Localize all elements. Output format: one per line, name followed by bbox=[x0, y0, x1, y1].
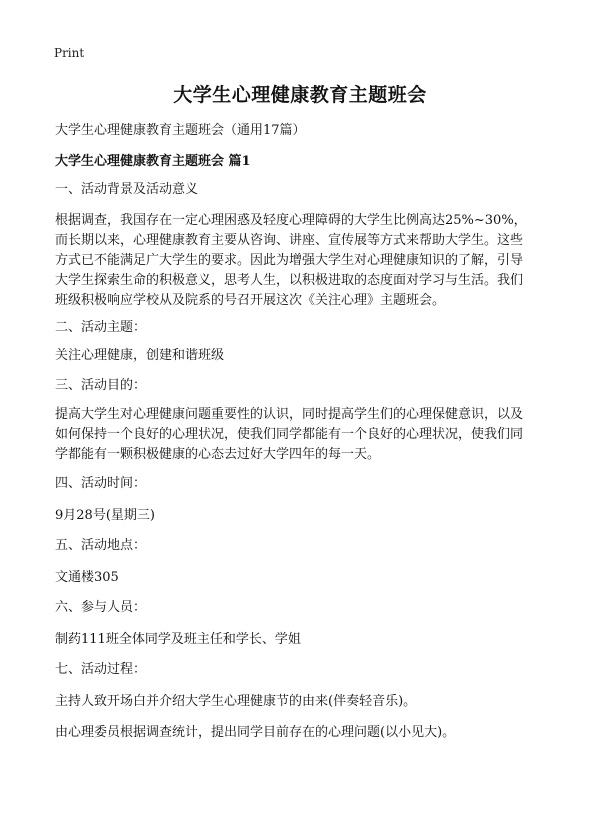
paragraph-line: 而长期以来，心理健康教育主要从咨询、讲座、宣传展等方式来帮助大学生。这些 bbox=[55, 233, 524, 248]
paragraph-process-2: 由心理委员根据调查统计，提出同学目前存在的心理问题(以小见大)。 bbox=[55, 725, 456, 740]
paragraph-line: 提高大学生对心理健康问题重要性的认识，同时提高学生们的心理保健意识，以及 bbox=[55, 407, 524, 422]
print-link[interactable]: Print bbox=[54, 46, 85, 60]
paragraph-time: 9月28号(星期三) bbox=[55, 508, 155, 523]
paragraph-location: 文通楼305 bbox=[55, 570, 119, 585]
heading-background: 一、活动背景及活动意义 bbox=[55, 182, 199, 197]
paragraph-process-1: 主持人致开场白并介绍大学生心理健康节的由来(伴奏轻音乐)。 bbox=[55, 694, 417, 709]
heading-location: 五、活动地点： bbox=[55, 538, 147, 553]
heading-participants: 六、参与人员： bbox=[55, 600, 147, 615]
paragraph-purpose bbox=[55, 405, 555, 465]
page-title: 大学生心理健康教育主题班会 bbox=[173, 84, 427, 106]
heading-process: 七、活动过程： bbox=[55, 662, 147, 677]
paragraph-line: 方式已不能满足广大学生的要求。因此为增强大学生对心理健康知识的了解，引导 bbox=[55, 253, 524, 268]
heading-purpose: 三、活动目的： bbox=[55, 378, 147, 393]
paragraph-line: 如何保持一个良好的心理状况，使我们同学都能有一个良好的心理状况，使我们同 bbox=[55, 427, 524, 442]
subtitle: 大学生心理健康教育主题班会（通用17篇） bbox=[55, 123, 306, 138]
paragraph-line: 班级积极响应学校从及院系的号召开展这次《关注心理》主题班会。 bbox=[55, 293, 446, 308]
heading-theme: 二、活动主题： bbox=[55, 320, 147, 335]
section-title: 大学生心理健康教育主题班会 篇1 bbox=[55, 154, 251, 169]
paragraph-background bbox=[55, 211, 555, 311]
heading-time: 四、活动时间： bbox=[55, 476, 147, 491]
paragraph-line: 大学生探索生命的积极意义，思考人生，以积极进取的态度面对学习与生活。我们 bbox=[55, 273, 524, 288]
paragraph-participants: 制药111班全体同学及班主任和学长、学姐 bbox=[55, 632, 301, 647]
paragraph-line: 学都能有一颗积极健康的心态去过好大学四年的每一天。 bbox=[55, 447, 381, 462]
paragraph-theme: 关注心理健康，创建和谐班级 bbox=[55, 348, 225, 363]
paragraph-line: 根据调查，我国存在一定心理困惑及轻度心理障碍的大学生比例高达25%~30%， bbox=[55, 213, 527, 228]
